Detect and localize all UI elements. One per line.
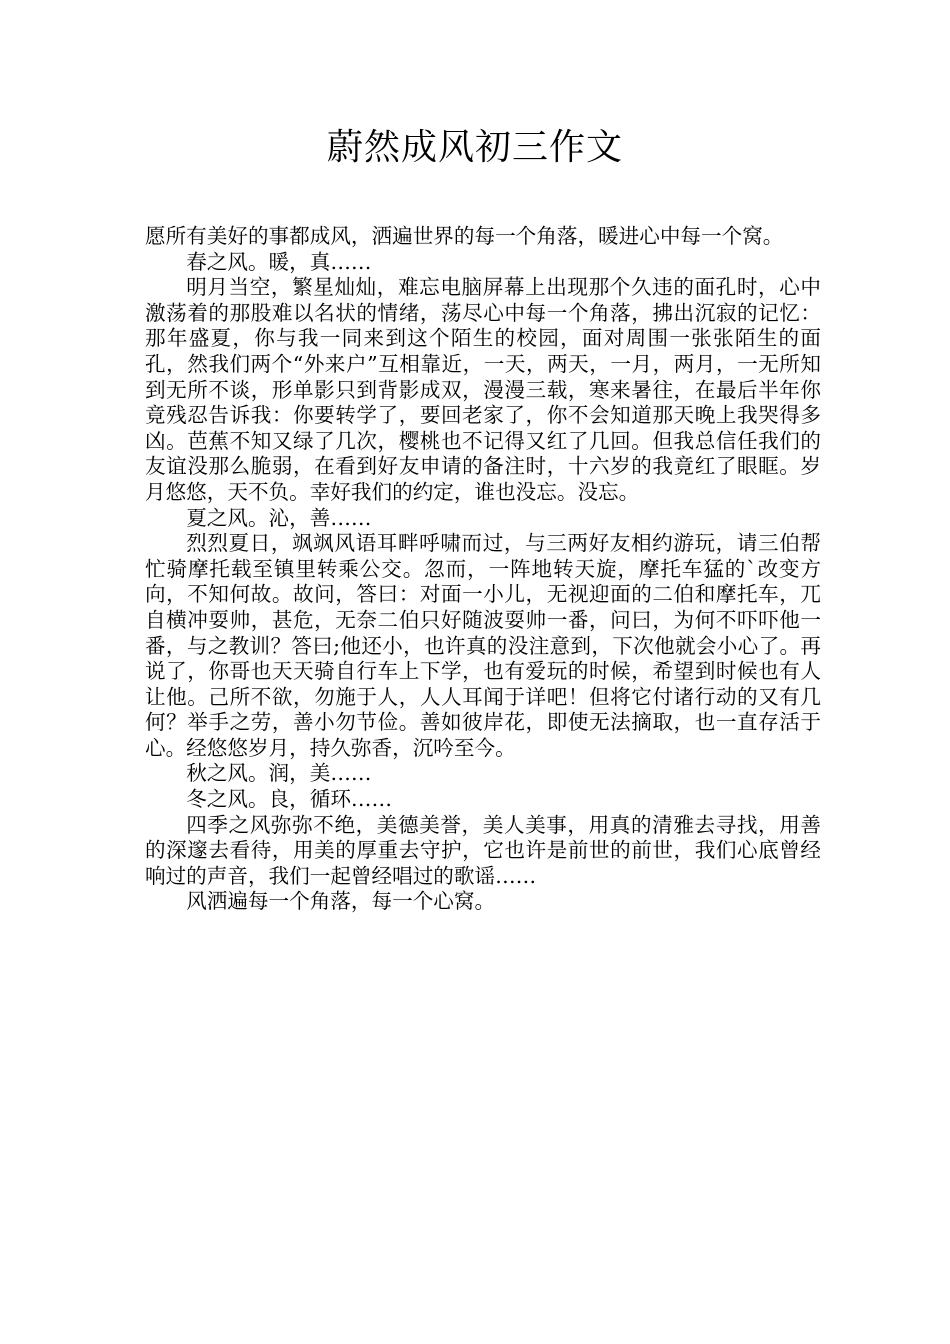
paragraph-closing: 风洒遍每一个角落，每一个心窝。: [186, 889, 496, 914]
paragraph-summer-heading: 夏之风。沁，善……: [186, 505, 372, 530]
paragraph-four-seasons: 四季之风弥弥不绝，美德美誉，美人美事，用真的清雅去寻找，用善的深邃去看待，用美的厚重去守护，它也许是前世的前世，我们心底曾经响过的声音，我们一起曾经唱过的歌谣……: [145, 812, 821, 888]
document-body: [145, 224, 821, 915]
paragraph-spring-heading: 春之风。暖，真……: [186, 249, 372, 274]
document-title: 蔚然成风初三作文: [326, 127, 623, 168]
paragraph-summer-story: 烈烈夏日，飒飒风语耳畔呼啸而过，与三两好友相约游玩，请三伯帮忙骑摩托载至镇里转乘公交。忽而，一阵地转天旋，摩托车猛的`改变方向，不知何故。故问，答曰：对面一小儿，无视迎面的二伯和摩托车，兀自横冲耍帅，甚危，无奈二伯只好随波耍帅一番，问曰，为何不吓吓他一番，与之教训？答曰;他还小，也许真的没注意到，下次他就会小心了。再说了，你哥也天天骑自行车上下学，也有爱玩的时候，希望到时候也有人让他。己所不欲，勿施于人，人人耳闻于详吧！但将它付诸行动的又有几何？举手之劳，善小勿节俭。善如彼岸花，即使无法摘取，也一直存活于心。经悠悠岁月，持久弥香，沉吟至今。: [145, 531, 821, 760]
paragraph-autumn-heading: 秋之风。润，美……: [186, 761, 372, 786]
paragraph-intro: 愿所有美好的事都成风，洒遍世界的每一个角落，暖进心中每一个窝。: [145, 224, 784, 248]
paragraph-spring-story: 明月当空，繁星灿灿，难忘电脑屏幕上出现那个久违的面孔时，心中激荡着的那股难以名状的情绪，荡尽心中每一个角落，拂出沉寂的记忆：那年盛夏，你与我一同来到这个陌生的校园，面对周围一张张陌生的面孔，然我们两个“外来户”互相靠近，一天，两天，一月，两月，一无所知到无所不谈，形单影只到背影成双，漫漫三载，寒来暑往，在最后半年你竟残忍告诉我：你要转学了，要回老家了，你不会知道那天晚上我哭得多凶。芭蕉不知又绿了几次，樱桃也不记得又红了几回。但我总信任我们的友谊没那么脆弱，在看到好友申请的备注时，十六岁的我竟红了眼眶。岁月悠悠，天不负。幸好我们的约定，谁也没忘。没忘。: [145, 275, 821, 504]
paragraph-winter-heading: 冬之风。良，循环……: [186, 787, 393, 812]
